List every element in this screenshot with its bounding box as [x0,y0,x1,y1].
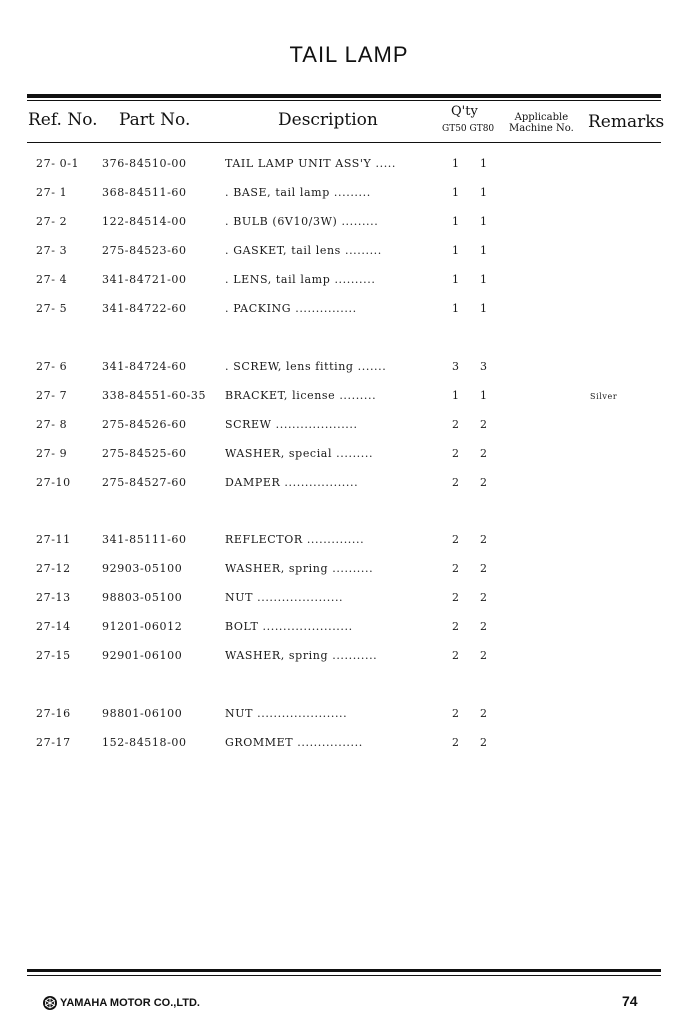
part-no-cell: 122-84514-00 [102,215,187,228]
company-logo [42,995,200,1011]
table-row [0,157,698,173]
header-remarks: Remarks [588,112,665,132]
description-cell: . GASKET, tail lens ......... [225,244,382,257]
part-no-cell: 341-85111-60 [102,533,187,546]
qty-gt80-cell: 3 [480,360,488,373]
description-cell: BRACKET, license ......... [225,389,377,402]
ref-no-cell: 27- 8 [36,418,68,431]
table-row [0,186,698,202]
description-cell: WASHER, spring ........... [225,649,378,662]
table-row [0,533,698,549]
table-row [0,389,698,405]
qty-gt80-cell: 1 [480,389,488,402]
table-row [0,562,698,578]
description-cell: . LENS, tail lamp .......... [225,273,376,286]
header-description: Description [278,110,378,130]
part-no-cell: 341-84721-00 [102,273,187,286]
qty-gt80-cell: 1 [480,244,488,257]
table-row [0,273,698,289]
qty-gt80-cell: 2 [480,620,488,633]
header-part-no: Part No. [119,110,191,130]
description-cell: WASHER, spring .......... [225,562,374,575]
table-row [0,215,698,231]
qty-gt80-cell: 2 [480,707,488,720]
qty-gt80-cell: 1 [480,302,488,315]
part-no-cell: 376-84510-00 [102,157,187,170]
qty-gt50-cell: 2 [452,533,460,546]
qty-gt50-cell: 1 [452,186,460,199]
qty-gt80-cell: 1 [480,273,488,286]
header-qty-models: GT50 GT80 [442,124,495,134]
ref-no-cell: 27-14 [36,620,71,633]
qty-gt50-cell: 1 [452,302,460,315]
header-qty: Q'ty [451,104,478,119]
qty-gt50-cell: 1 [452,244,460,257]
qty-gt50-cell: 2 [452,620,460,633]
part-no-cell: 338-84551-60-35 [102,389,207,402]
table-row [0,649,698,665]
part-no-cell: 275-84523-60 [102,244,187,257]
header-ref-no: Ref. No. [28,110,98,130]
yamaha-logo-icon [42,995,58,1011]
part-no-cell: 275-84526-60 [102,418,187,431]
table-row [0,244,698,260]
qty-gt50-cell: 2 [452,736,460,749]
header-applicable-line2: Machine No. [509,123,574,134]
part-no-cell: 275-84527-60 [102,476,187,489]
qty-gt50-cell: 1 [452,215,460,228]
page-number: 74 [622,993,638,1009]
qty-gt80-cell: 2 [480,447,488,460]
table-row [0,591,698,607]
ref-no-cell: 27- 0-1 [36,157,80,170]
qty-gt80-cell: 2 [480,533,488,546]
table-row [0,360,698,376]
footer-rule-thin [27,975,661,976]
header-rule-top [27,94,661,98]
header-applicable [509,112,574,134]
remarks-cell: Silver [590,392,618,401]
qty-gt80-cell: 2 [480,476,488,489]
table-row [0,302,698,318]
table-row [0,736,698,752]
qty-gt50-cell: 1 [452,157,460,170]
qty-gt50-cell: 2 [452,476,460,489]
ref-no-cell: 27- 2 [36,215,68,228]
header-rule-bottom [27,142,661,143]
ref-no-cell: 27- 5 [36,302,68,315]
part-no-cell: 98803-05100 [102,591,183,604]
ref-no-cell: 27-15 [36,649,71,662]
description-cell: . SCREW, lens fitting ....... [225,360,387,373]
part-no-cell: 92901-06100 [102,649,183,662]
qty-gt50-cell: 2 [452,418,460,431]
ref-no-cell: 27- 1 [36,186,68,199]
table-row [0,447,698,463]
qty-gt80-cell: 2 [480,591,488,604]
part-no-cell: 92903-05100 [102,562,183,575]
description-cell: TAIL LAMP UNIT ASS'Y ..... [225,157,396,170]
ref-no-cell: 27- 9 [36,447,68,460]
qty-gt50-cell: 1 [452,389,460,402]
description-cell: . BULB (6V10/3W) ......... [225,215,379,228]
footer-rule-top [27,969,661,972]
part-no-cell: 275-84525-60 [102,447,187,460]
page-title: TAIL LAMP [289,42,409,67]
part-no-cell: 341-84724-60 [102,360,187,373]
qty-gt50-cell: 3 [452,360,460,373]
qty-gt50-cell: 2 [452,649,460,662]
ref-no-cell: 27-11 [36,533,71,546]
description-cell: NUT ...................... [225,707,348,720]
ref-no-cell: 27-10 [36,476,71,489]
description-cell: GROMMET ................ [225,736,363,749]
description-cell: NUT ..................... [225,591,344,604]
table-row [0,707,698,723]
qty-gt50-cell: 2 [452,447,460,460]
qty-gt80-cell: 1 [480,157,488,170]
ref-no-cell: 27- 3 [36,244,68,257]
description-cell: BOLT ...................... [225,620,353,633]
qty-gt80-cell: 1 [480,215,488,228]
qty-gt80-cell: 2 [480,736,488,749]
qty-gt80-cell: 2 [480,562,488,575]
header-rule-top-thin [27,100,661,101]
part-no-cell: 341-84722-60 [102,302,187,315]
description-cell: . PACKING ............... [225,302,357,315]
table-row [0,476,698,492]
qty-gt50-cell: 2 [452,591,460,604]
qty-gt50-cell: 2 [452,562,460,575]
ref-no-cell: 27-16 [36,707,71,720]
ref-no-cell: 27-17 [36,736,71,749]
ref-no-cell: 27- 6 [36,360,68,373]
description-cell: DAMPER .................. [225,476,359,489]
table-row [0,418,698,434]
ref-no-cell: 27- 7 [36,389,68,402]
ref-no-cell: 27-13 [36,591,71,604]
description-cell: . BASE, tail lamp ......... [225,186,371,199]
ref-no-cell: 27- 4 [36,273,68,286]
description-cell: REFLECTOR .............. [225,533,365,546]
qty-gt80-cell: 2 [480,649,488,662]
part-no-cell: 368-84511-60 [102,186,187,199]
company-name: YAMAHA MOTOR CO.,LTD. [60,997,200,1009]
qty-gt80-cell: 2 [480,418,488,431]
table-row [0,620,698,636]
part-no-cell: 91201-06012 [102,620,183,633]
part-no-cell: 152-84518-00 [102,736,187,749]
ref-no-cell: 27-12 [36,562,71,575]
description-cell: SCREW .................... [225,418,358,431]
qty-gt50-cell: 1 [452,273,460,286]
header-applicable-line1: Applicable [514,112,569,123]
qty-gt80-cell: 1 [480,186,488,199]
qty-gt50-cell: 2 [452,707,460,720]
part-no-cell: 98801-06100 [102,707,183,720]
description-cell: WASHER, special ......... [225,447,374,460]
